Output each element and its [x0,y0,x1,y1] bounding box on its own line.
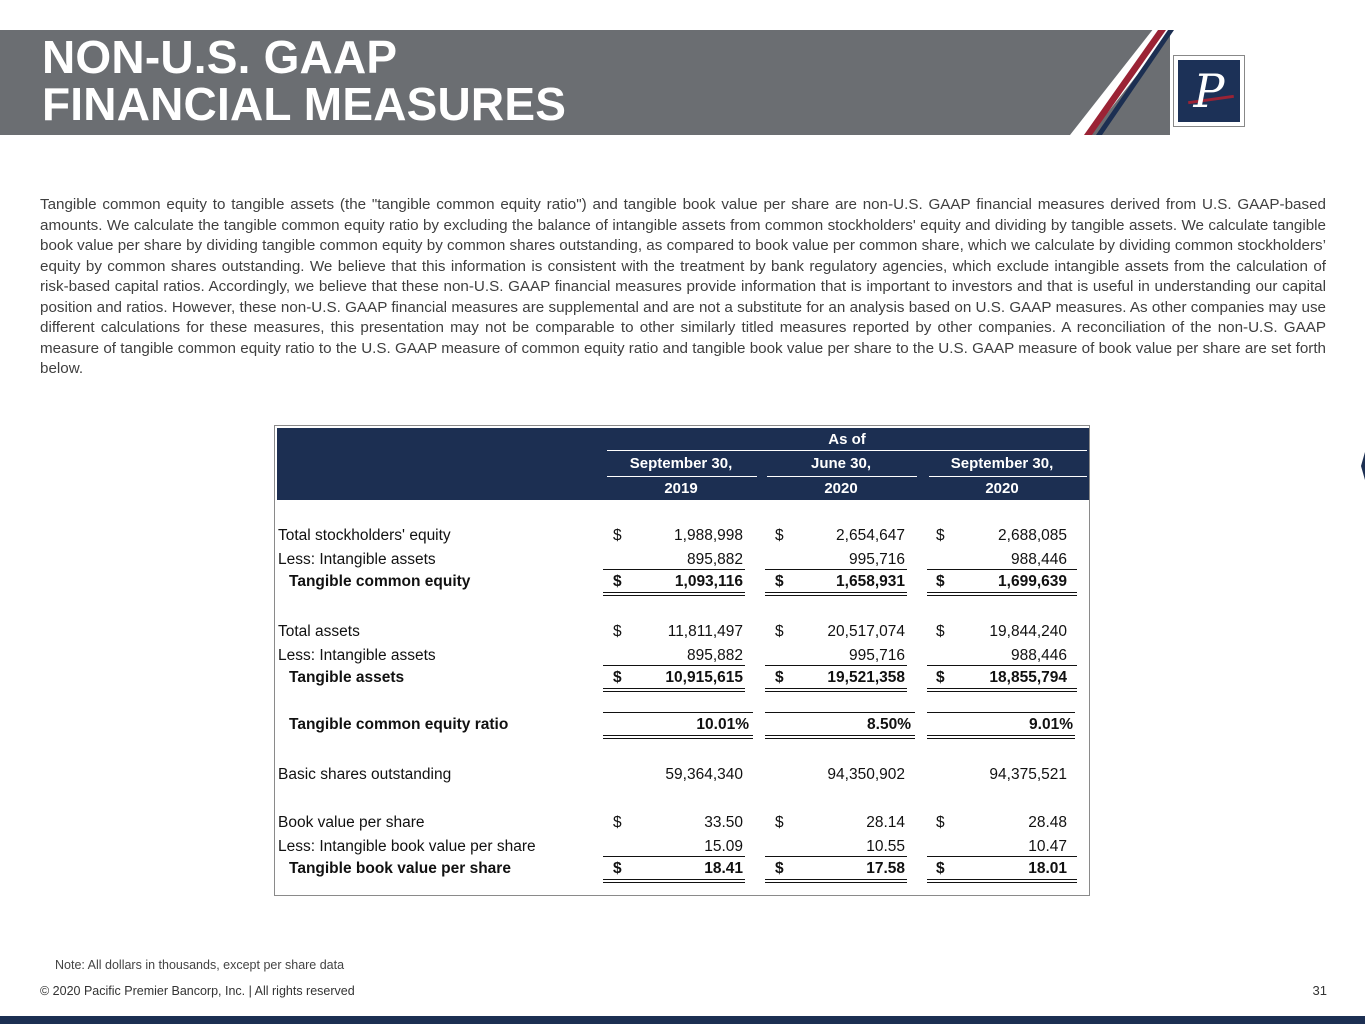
col1-header-line1: September 30, [629,455,733,472]
underline [603,856,745,857]
intangible-assets-col3: 988,446 [1010,551,1067,568]
currency-sign: $ [775,573,784,590]
underline [603,569,745,570]
intangible-assets-2-col3: 988,446 [1010,647,1067,664]
reconciliation-table [274,425,1090,896]
col3-header-line1: September 30, [950,455,1054,472]
tce-ratio-col1: 10.01% [696,716,749,733]
currency-sign: $ [775,527,784,544]
col3-header-line2: 2020 [985,480,1019,497]
col2-header-line2: 2020 [824,480,858,497]
tce-col3: 1,699,639 [998,573,1067,590]
double-underline [765,688,907,692]
currency-sign: $ [775,623,784,640]
currency-sign: $ [613,623,622,640]
col2-header-rule [767,476,917,477]
double-underline [765,592,907,596]
col1-header-rule [607,476,757,477]
bvps-col1: 33.50 [704,814,743,831]
logo-letter: P [1193,64,1225,118]
row-label-total-assets: Total assets [278,623,360,640]
row-label-book-value-per-share: Book value per share [278,814,425,831]
currency-sign: $ [613,573,622,590]
underline [927,665,1077,666]
double-underline [603,879,745,883]
underline [927,569,1077,570]
currency-sign: $ [775,860,784,877]
currency-sign: $ [613,814,622,831]
currency-sign: $ [936,527,945,544]
tce-col2: 1,658,931 [836,573,905,590]
page-title-line1: NON-U.S. GAAP [42,31,398,83]
as-of-rule [607,450,1087,451]
double-underline [927,879,1077,883]
row-label-intangible-assets: Less: Intangible assets [278,647,436,664]
currency-sign: $ [775,814,784,831]
page-number: 31 [1312,983,1327,998]
footer-bar [0,1016,1365,1024]
row-label-tangible-assets: Tangible assets [289,669,405,686]
company-logo [1173,55,1245,127]
shares-col3: 94,375,521 [989,766,1067,783]
total-assets-col1: 11,811,497 [667,623,743,640]
as-of-label: As of [828,431,866,448]
shares-col1: 59,364,340 [665,766,743,783]
table-header [277,428,1089,500]
total-assets-col2: 20,517,074 [827,623,905,640]
col2-header-line1: June 30, [810,455,872,472]
col3-header-rule [929,476,1087,477]
footnote: Note: All dollars in thousands, except per share data [55,958,345,972]
intangible-ps-col2: 10.55 [866,838,905,855]
intangible-ps-col1: 15.09 [704,838,743,855]
underline [603,665,745,666]
col1-header-line2: 2019 [664,480,698,497]
total-equity-col1: 1,988,998 [674,527,743,544]
overline [603,712,753,713]
header-stripes-decoration [1070,28,1175,138]
row-label-tangible-common-equity: Tangible common equity [289,573,471,590]
row-label-tce-ratio: Tangible common equity ratio [289,716,509,733]
intro-paragraph: Tangible common equity to tangible assets (the "tangible common equity ratio") and tangible book value per share are non-U.S. GAAP financial measures derived from U.S. GAAP-based amounts. We calculate the tangible common equity ratio by excluding the balance of intangible assets from common stockholders' equity and dividing by tangible assets. We calculate tangible book value per share by dividing tangible common equity by common shares outstanding, as compared to book value per common share, which we calculate by dividing common stockholders’ equity by common shares outstanding. We believe that this information is consistent with the treatment by bank regulatory agencies, which exclude intangible assets from the calculation of risk-based capital ratios. Accordingly, we believe that these non-U.S. GAAP financial measures provide information that is important to investors and that is useful in understanding our capital position and ratios. However, these non-U.S. GAAP financial measures are supplemental and are not a substitute for an analysis based on U.S. GAAP measures. As other companies may use different calculations for these measures, this presentation may not be comparable to other similarly titled measures reported by other companies. A reconciliation of the non-U.S. GAAP measure of tangible common equity ratio to the U.S. GAAP measure of common equity ratio and tangible book value per share to the U.S. GAAP measure of book value per share are set forth below. [40,196,1326,377]
double-underline [927,735,1075,739]
currency-sign: $ [936,860,945,877]
tangible-assets-col3: 18,855,794 [989,669,1067,686]
tce-ratio-col3: 9.01% [1029,716,1073,733]
page-title-line2: FINANCIAL MEASURES [42,78,567,130]
shares-col2: 94,350,902 [827,766,905,783]
tangible-assets-col1: 10,915,615 [665,669,743,686]
tangible-assets-col2: 19,521,358 [827,669,905,686]
total-assets-col3: 19,844,240 [989,623,1067,640]
double-underline [603,735,753,739]
currency-sign: $ [936,814,945,831]
row-label-total-equity: Total stockholders' equity [278,527,451,544]
currency-sign: $ [613,860,622,877]
underline [765,665,907,666]
currency-sign: $ [936,623,945,640]
bvps-col2: 28.14 [866,814,905,831]
currency-sign: $ [936,669,945,686]
currency-sign: $ [775,669,784,686]
intangible-assets-2-col2: 995,716 [848,647,905,664]
double-underline [603,592,745,596]
bvps-col3: 28.48 [1028,814,1067,831]
row-label-tangible-bvps: Tangible book value per share [289,860,511,877]
logo-background [1178,60,1240,122]
tce-ratio-col2: 8.50% [867,716,911,733]
tbvps-col1: 18.41 [704,860,743,877]
currency-sign: $ [613,669,622,686]
currency-sign: $ [936,573,945,590]
page-title [42,31,567,130]
currency-sign: $ [613,527,622,544]
intangible-assets-col2: 995,716 [848,551,905,568]
total-equity-col2: 2,654,647 [836,527,905,544]
tce-col1: 1,093,116 [674,573,743,590]
underline [927,856,1077,857]
row-label-intangible-assets: Less: Intangible assets [278,551,436,568]
double-underline [765,735,915,739]
overline [765,712,915,713]
row-label-basic-shares: Basic shares outstanding [278,766,452,783]
edge-marker [1361,452,1365,480]
double-underline [927,592,1077,596]
double-underline [927,688,1077,692]
overline [927,712,1075,713]
underline [765,856,907,857]
underline [765,569,907,570]
intangible-assets-col1: 895,882 [686,551,743,568]
double-underline [765,879,907,883]
row-label-intangible-per-share: Less: Intangible book value per share [278,838,536,855]
tbvps-col3: 18.01 [1028,860,1067,877]
intangible-ps-col3: 10.47 [1028,838,1067,855]
tbvps-col2: 17.58 [866,860,905,877]
intangible-assets-2-col1: 895,882 [686,647,743,664]
total-equity-col3: 2,688,085 [998,527,1067,544]
copyright: © 2020 Pacific Premier Bancorp, Inc. | All rights reserved [40,984,355,998]
double-underline [603,688,745,692]
